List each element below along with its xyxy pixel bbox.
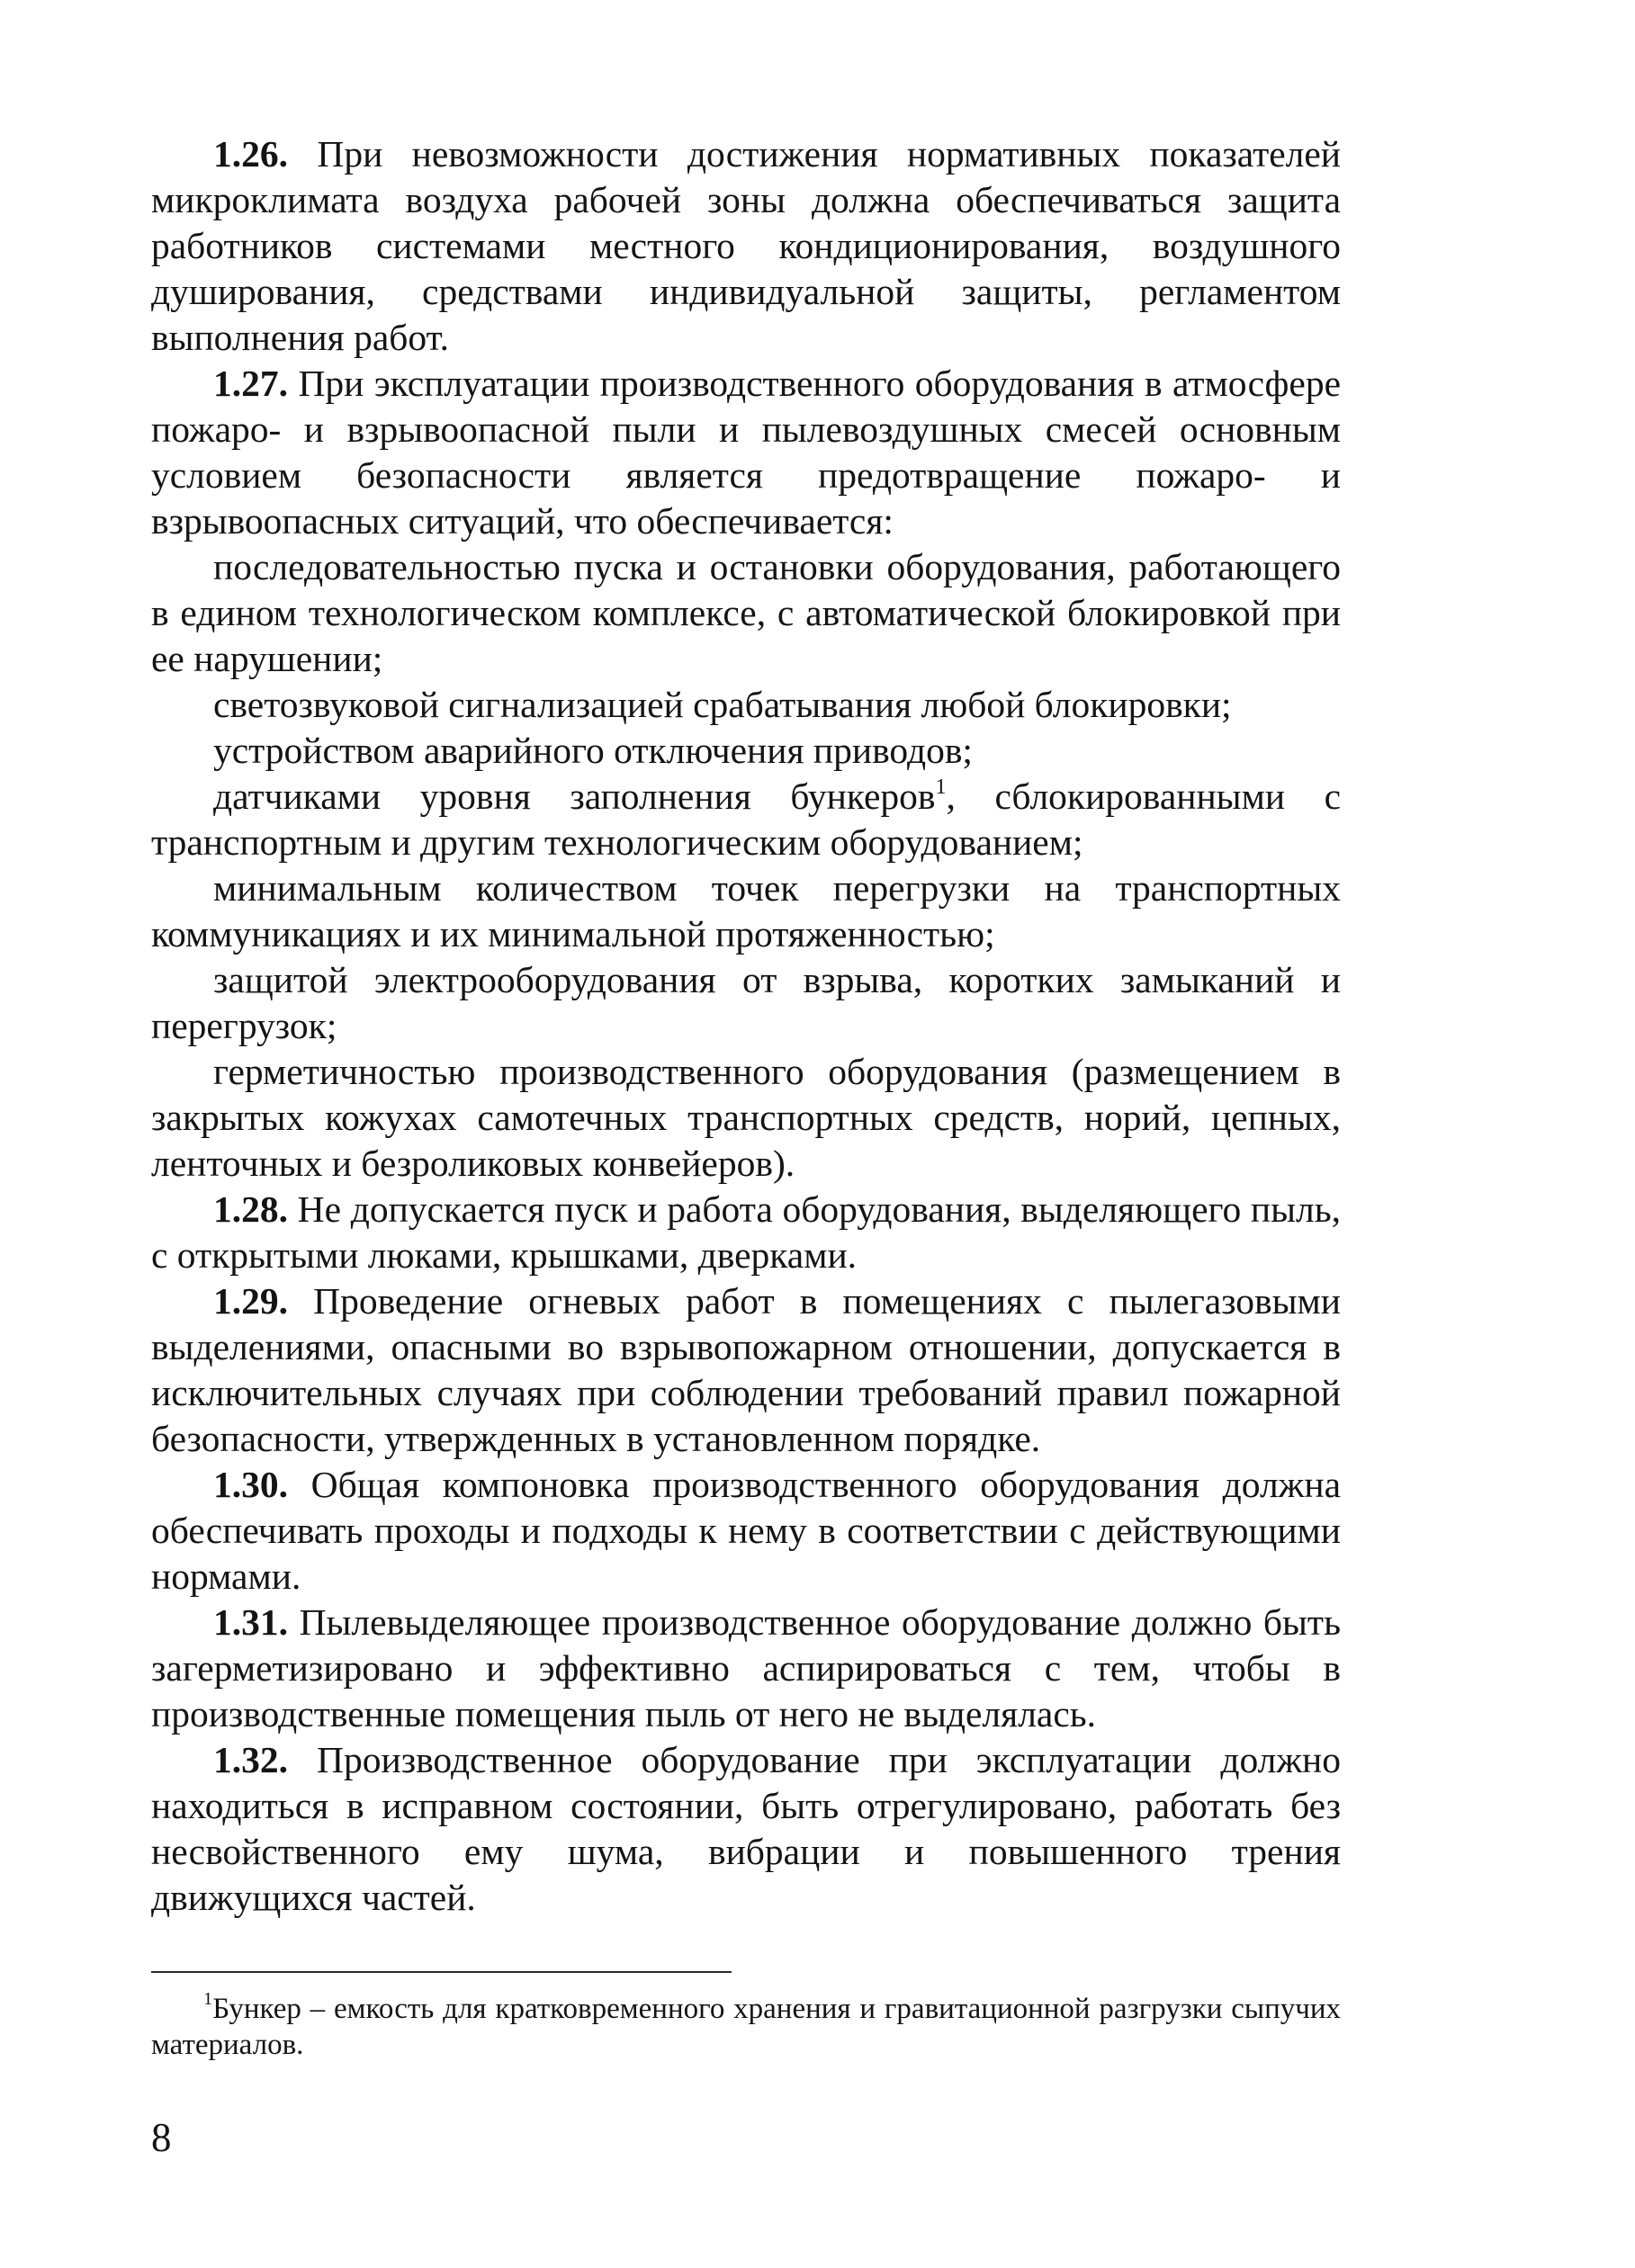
paragraph-text: При невозможности достижения нормативных показателей микроклимата воздуха рабочей зоны должна обеспечиваться защита работников системами местного кондиционирования, воздушного душирования, средствами индивидуальной защиты, регламентом выполнения работ. — [151, 133, 1341, 358]
footnote-marker: 1 — [203, 1989, 213, 2010]
paragraph-text: При эксплуатации производственного оборудования в атмосфере пожаро- и взрывоопасной пыли и пылевоздушных смесей основным условием безопасности является предотвращение пожаро- и взрывоопасных ситуаций, что обеспечивается: — [151, 363, 1341, 542]
list-item-text: устройством аварийного отключения приводов; — [213, 730, 973, 771]
paragraph-1-27 — [151, 361, 1341, 544]
list-item-text: светозвуковой сигнализацией срабатывания любой блокировки; — [213, 684, 1232, 725]
clause-number: 1.28. — [213, 1188, 288, 1230]
list-item-emergency-shutdown — [151, 728, 1341, 774]
clause-number: 1.26. — [213, 133, 288, 175]
list-item-text: защитой электрооборудования от взрыва, коротких замыканий и перегрузок; — [151, 959, 1341, 1046]
list-item-startup-sequence — [151, 544, 1341, 682]
list-item-text: герметичностью производственного оборудования (размещением в закрытых кожухах самотечных транспортных средств, норий, цепных, ленточных и безроликовых конвейеров). — [151, 1051, 1341, 1184]
list-item-text: последовательностью пуска и остановки оборудования, работающего в едином технологическом комплексе, с автоматической блокировкой при ее нарушении; — [151, 546, 1341, 679]
list-item-text: минимальным количеством точек перегрузки на транспортных коммуникациях и их минимальной протяженностью; — [151, 867, 1341, 955]
paragraph-1-26 — [151, 131, 1341, 361]
paragraph-text: Производственное оборудование при эксплуатации должно находиться в исправном состоянии, быть отрегулировано, работать без несвойственного ему шума, вибрации и повышенного трения движущихся частей. — [151, 1739, 1341, 1918]
list-item-text: датчиками уровня заполнения бункеров — [213, 775, 936, 817]
clause-number: 1.31. — [213, 1601, 288, 1643]
clause-number: 1.30. — [213, 1464, 288, 1505]
clause-number: 1.29. — [213, 1280, 288, 1322]
footnote-divider — [151, 1971, 732, 1973]
page-number: 8 — [151, 2115, 172, 2160]
paragraph-1-28 — [151, 1187, 1341, 1278]
list-item-text-tail: , сблокированными с транспортным и другим технологическим оборудованием; — [151, 775, 1341, 863]
paragraph-text: Проведение огневых работ в помещениях с пылегазовыми выделениями, опасными во взрывопожарном отношении, допускается в исключительных случаях при соблюдении требований правил пожарной безопасности, утвержденных в установленном порядке. — [151, 1280, 1341, 1459]
paragraph-text: Пылевыделяющее производственное оборудование должно быть загерметизировано и эффективно аспирироваться с тем, чтобы в производственные помещения пыль от него не выделялась. — [151, 1601, 1341, 1735]
footnote-text: Бункер – емкость для кратковременного хранения и гравитационной разгрузки сыпучих материалов. — [151, 1993, 1341, 2061]
footnote — [151, 1991, 1341, 2063]
paragraph-1-32 — [151, 1737, 1341, 1921]
paragraph-text: Общая компоновка производственного оборудования должна обеспечивать проходы и подходы к нему в соответствии с действующими нормами. — [151, 1464, 1341, 1597]
body-text — [151, 131, 1341, 1921]
list-item-level-sensors — [151, 774, 1341, 865]
list-item-alarm-signaling — [151, 682, 1341, 728]
paragraph-1-29 — [151, 1278, 1341, 1462]
paragraph-1-31 — [151, 1600, 1341, 1737]
list-item-transfer-points — [151, 865, 1341, 957]
clause-number: 1.32. — [213, 1739, 288, 1780]
list-item-electrical-protection — [151, 957, 1341, 1049]
footnote-reference[interactable]: 1 — [935, 775, 947, 799]
list-item-tightness — [151, 1049, 1341, 1187]
paragraph-1-30 — [151, 1462, 1341, 1600]
paragraph-text: Не допускается пуск и работа оборудования, выделяющего пыль, с открытыми люками, крышками, дверками. — [151, 1188, 1341, 1276]
clause-number: 1.27. — [213, 363, 288, 404]
